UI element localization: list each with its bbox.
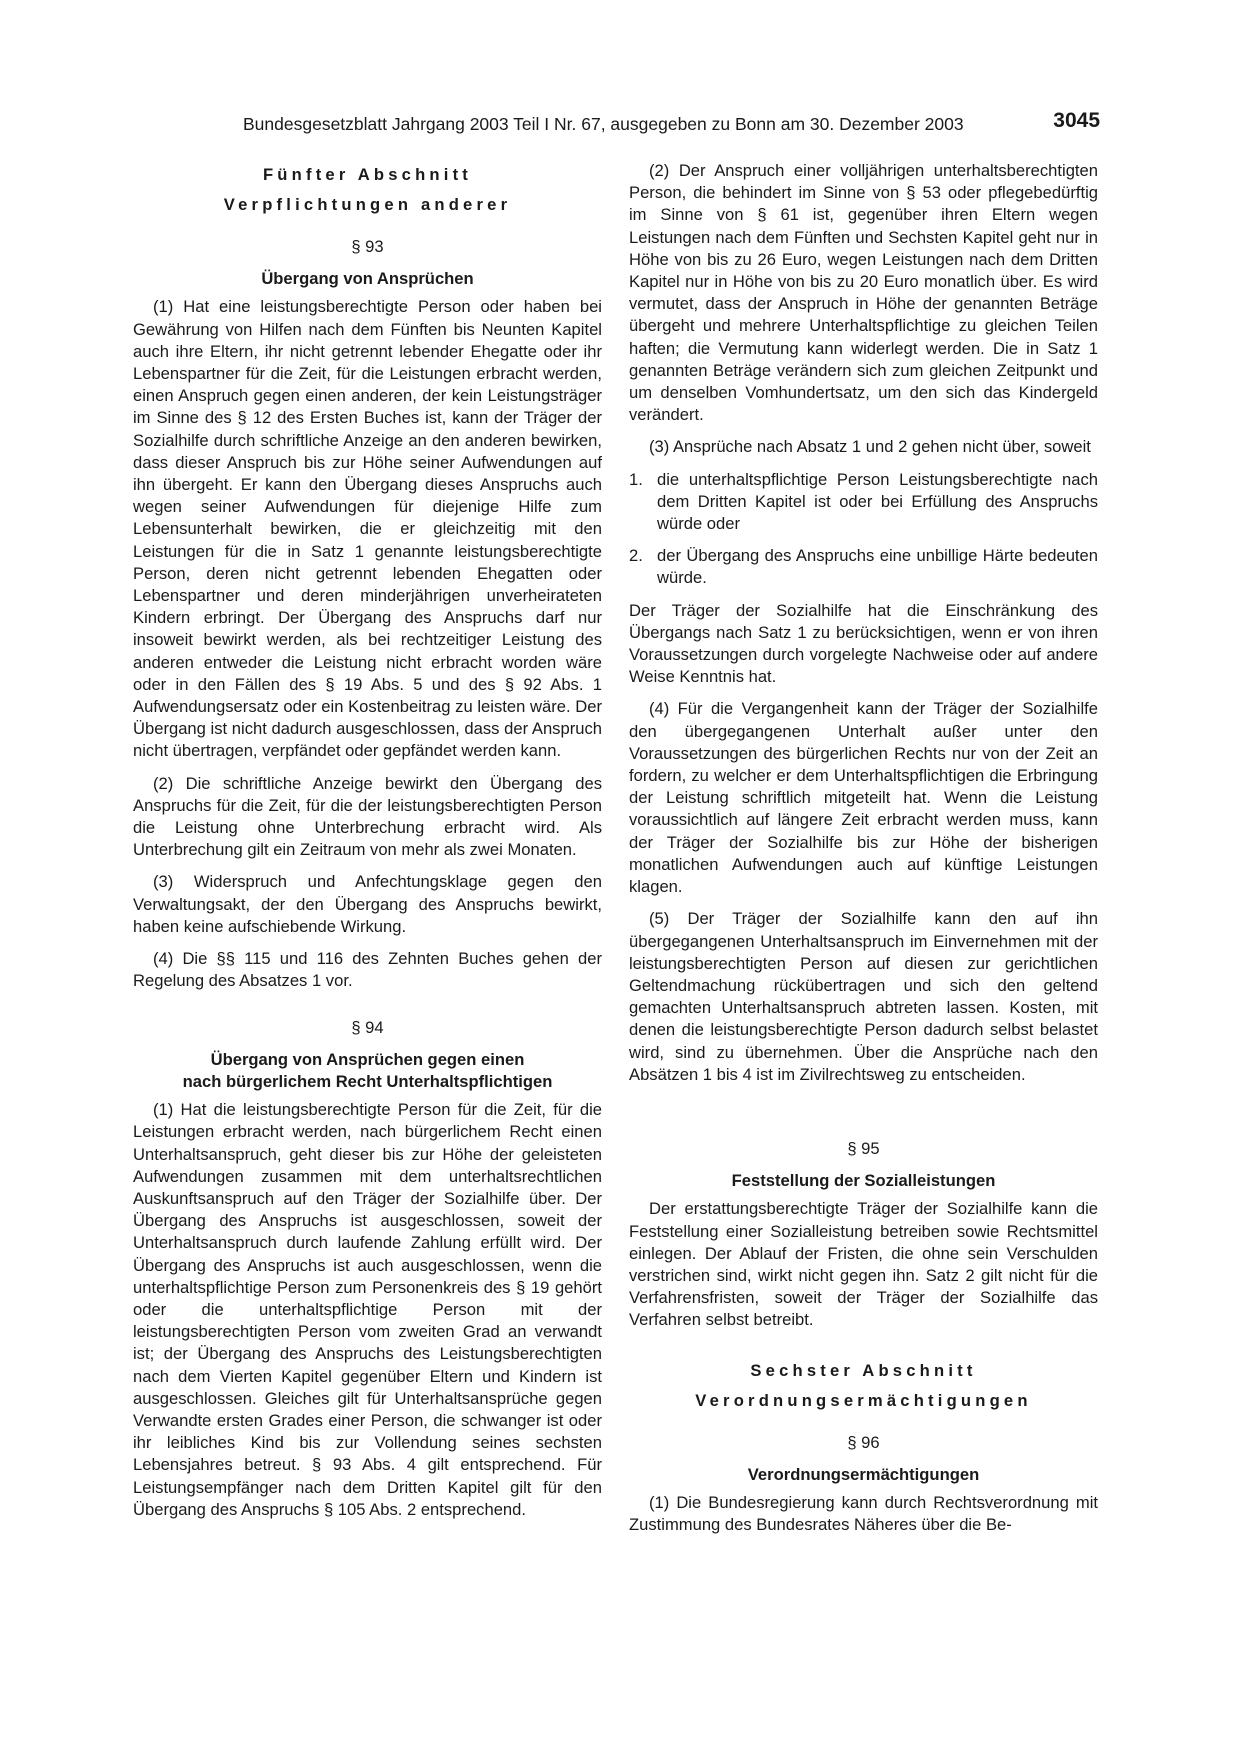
paragraph-number-95: § 95	[847, 1138, 880, 1158]
paragraph-number-94: § 94	[351, 1017, 384, 1037]
list-text: die unterhaltspflichtige Person Leistungsberechtigte nach dem Dritten Kapitel ist oder bei Erfüllung des Anspruchs würde oder	[657, 469, 1098, 534]
spacer	[629, 1096, 1098, 1122]
p94-para-5: (5) Der Träger der Sozialhilfe kann den auf ihn übergegangenen Unterhaltsanspruch im Einvernehmen mit der leistungsberechtigten Person auf diesen zur gerichtlichen Geltendmachung rückübertragen und sich den geltend gemachten Unterhaltsanspruch abtreten lassen. Kosten, mit denen die leistungsberechtigte Person dadurch selbst belastet wird, sind zu übernehmen. Über die Ansprüche nach den Absätzen 1 bis 4 ist im Zivilrechtsweg zu entscheiden.	[629, 909, 1098, 1084]
after-list-text: Der Träger der Sozialhilfe hat die Einschränkung des Übergangs nach Satz 1 zu berücksichtigen, wenn er von ihren Voraussetzungen durch vorgelegte Nachweise oder auf andere Weise Kenntnis hat.	[629, 600, 1098, 687]
list-item	[629, 545, 1098, 589]
p96-para-1: (1) Die Bundesregierung kann durch Rechtsverordnung mit Zustimmung des Bundesrates Näheres über die Be-	[629, 1492, 1098, 1535]
paragraph-number-93: § 93	[351, 237, 384, 256]
section-title: Fünfter Abschnitt	[262, 165, 473, 184]
list-text: der Übergang des Anspruchs eine unbillige Härte bedeuten würde.	[657, 546, 1098, 588]
paragraph-title-93: Übergang von Ansprüchen	[261, 269, 474, 289]
p94-para-3: (3) Ansprüche nach Absatz 1 und 2 gehen nicht über, soweit	[649, 437, 1091, 457]
running-header	[243, 108, 1100, 138]
list-number: 2.	[629, 546, 643, 566]
paragraph-number-96: § 96	[847, 1432, 880, 1452]
p95-para-1: Der erstattungsberechtigte Träger der Sozialhilfe kann die Feststellung einer Sozialleistung betreiben sowie Rechtsmittel einlegen. Der Ablauf der Fristen, die ohne sein Verschulden verstrichen sind, wirkt nicht gegen ihn. Satz 2 gilt nicht für die Verfahrensfristen, soweit der Träger der Sozialhilfe das Verfahren selbst betreibt.	[629, 1199, 1098, 1330]
p93-para-3: (3) Widerspruch und Anfechtungsklage gegen den Verwaltungsakt, der den Übergang des Anspruchs bewirkt, haben keine aufschiebende Wirkung.	[133, 872, 602, 936]
left-column	[133, 160, 602, 1531]
section6-title: Sechster Abschnitt	[750, 1360, 977, 1380]
paragraph-title-95: Feststellung der Sozialleistungen	[731, 1171, 996, 1191]
p94-para-4: (4) Für die Vergangenheit kann der Träger der Sozialhilfe den übergegangenen Unterhalt außer unter den Voraussetzungen des bürgerlichen Rechts nur von der Zeit an fordern, zu welcher er dem Unterhaltspflichtigen die Erbringung der Leistung schriftlich mitgeteilt hat. Wenn die Leistung voraussichtlich auf längere Zeit erbracht werden muss, kann der Träger der Sozialhilfe bis zur Höhe der bisherigen monatlichen Aufwendungen auch auf künftige Leistungen klagen.	[629, 699, 1098, 897]
paragraph-title-94-line1: Übergang von Ansprüchen gegen einen	[210, 1049, 525, 1069]
section-subtitle: Verpflichtungen anderer	[223, 195, 512, 214]
p93-para-4: (4) Die §§ 115 und 116 des Zehnten Buches gehen der Regelung des Absatzes 1 vor.	[133, 949, 602, 991]
p94-para-2: (2) Der Anspruch einer volljährigen unterhaltsberechtigten Person, die behindert im Sinne von § 53 oder pflegebedürftig im Sinne von § 61 ist, gegenüber ihren Eltern wegen Leistungen nach dem Fünften und Sechsten Kapitel geht nur in Höhe von bis zu 26 Euro, wegen Leistungen nach dem Dritten Kapitel nur in Höhe von bis zu 20 Euro monatlich über. Es wird vermutet, dass der Anspruch in Höhe der genannten Beträge übergeht und mehrere Unterhaltspflichtige zu gleichen Teilen haften; die Vermutung kann widerlegt werden. Die in Satz 1 genannten Beträge verändern sich zum gleichen Zeitpunkt und um denselben Vomhundertsatz, um den sich das Kindergeld verändert.	[629, 161, 1098, 425]
list-number: 1.	[629, 469, 643, 489]
right-column	[629, 160, 1098, 1546]
section6-subtitle: Verordnungsermächtigungen	[695, 1390, 1032, 1410]
p93-para-2: (2) Die schriftliche Anzeige bewirkt den Übergang des Anspruchs für die Zeit, für die der leistungsberechtigten Person die Leistung ohne Unterbrechung erbracht wird. Als Unterbrechung gilt ein Zeitraum von mehr als zwei Monaten.	[133, 773, 602, 860]
list-item	[629, 469, 1098, 536]
paragraph-title-96: Verordnungsermächtigungen	[747, 1464, 980, 1484]
p94-para-1: (1) Hat die leistungsberechtigte Person für die Zeit, für die Leistungen erbracht werden, nach bürgerlichem Recht einen Unterhaltsanspruch, geht dieser bis zur Höhe der geleisteten Aufwendungen zusammen mit dem unterhaltsrechtlichen Auskunftsanspruch auf den Träger der Sozialhilfe über. Der Übergang des Anspruchs ist ausgeschlossen, soweit der Unterhaltsanspruch durch laufende Zahlung erfüllt wird. Der Übergang des Anspruchs ist auch ausgeschlossen, wenn die unterhaltspflichtige Person zum Personenkreis des § 19 gehört oder die unterhaltspflichtige Person mit der leistungsberechtigten Person vom zweiten Grad an verwandt ist; der Übergang des Anspruchs des Leistungsberechtigten nach dem Vierten Kapitel gegenüber Eltern und Kindern ist ausgeschlossen. Gleiches gilt für Unterhaltsansprüche gegen Verwandte ersten Grades einer Person, die schwanger ist oder ihr leibliches Kind bis zur Vollendung seines sechsten Lebensjahres betreut. § 93 Abs. 4 gilt entsprechend. Für Leistungsempfänger nach dem Dritten Kapitel gilt für den Übergang des Anspruchs § 105 Abs. 2 entsprechend.	[133, 1100, 602, 1519]
paragraph-title-94-line2: nach bürgerlichem Recht Unterhaltspflichtigen	[182, 1071, 553, 1091]
page-number: 3045	[1053, 109, 1100, 132]
header-text: Bundesgesetzblatt Jahrgang 2003 Teil I Nr. 67, ausgegeben zu Bonn am 30. Dezember 2003	[243, 114, 964, 134]
p93-para-1: (1) Hat eine leistungsberechtigte Person oder haben bei Gewährung von Hilfen nach dem Fünften bis Neunten Kapitel auch ihre Eltern, ihr nicht getrennt lebender Ehegatte oder ihr Lebenspartner für die Zeit, für die Leistungen erbracht werden, einen Anspruch gegen einen anderen, der kein Leistungsträger im Sinne des § 12 des Ersten Buches ist, kann der Träger der Sozialhilfe durch schriftliche Anzeige an den anderen bewirken, dass dieser Anspruch bis zur Höhe seiner Aufwendungen auf ihn übergeht. Er kann den Übergang dieses Anspruchs auch wegen seiner Aufwendungen für diejenige Hilfe zum Lebensunterhalt bewirken, die er gleichzeitig mit den Leistungen für die in Satz 1 genannte leistungsberechtigte Person, deren nicht getrennt lebenden Ehegatten oder Lebenspartner und deren minderjährigen unverheirateten Kindern erbringt. Der Übergang des Anspruchs darf nur insoweit bewirkt werden, als bei rechtzeitiger Leistung des anderen entweder die Leistung nicht erbracht worden wäre oder in den Fällen des § 19 Abs. 5 und des § 92 Abs. 1 Aufwendungsersatz oder ein Kostenbeitrag zu leisten wäre. Der Übergang ist nicht dadurch ausgeschlossen, dass der Anspruch nicht übertragen, verpfändet oder gepfändet werden kann.	[133, 297, 602, 761]
spacer	[629, 1342, 1098, 1356]
